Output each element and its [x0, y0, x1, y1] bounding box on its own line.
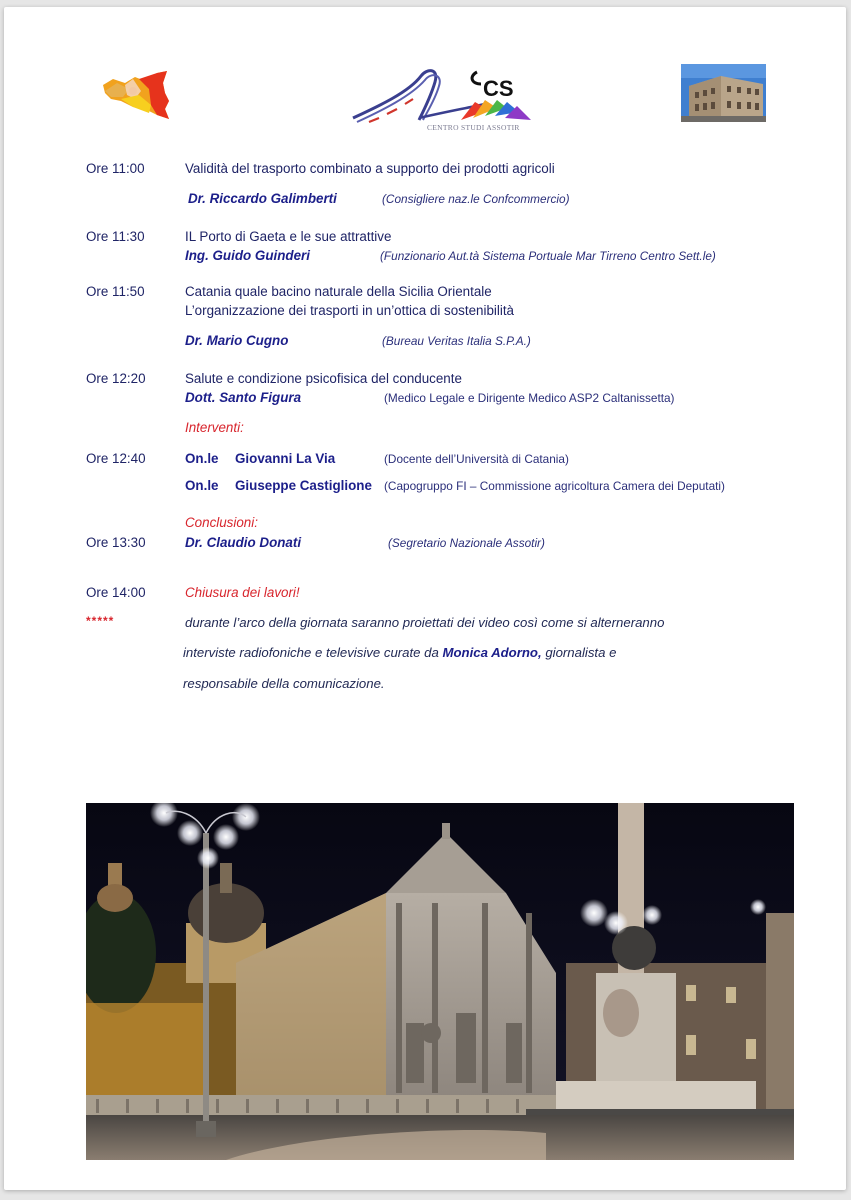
speaker-cugno: Dr. Mario Cugno	[185, 333, 289, 348]
logo-caption: CENTRO STUDI ASSOTIR	[427, 123, 520, 132]
catania-cathedral-night-photo	[86, 803, 794, 1160]
document-page	[4, 7, 846, 1190]
time-1100: Ore 11:00	[86, 161, 145, 176]
note-line-2-a: interviste radiofoniche e televisive curate da	[183, 645, 443, 660]
time-1400: Ore 14:00	[86, 585, 146, 600]
building-photo	[681, 64, 766, 122]
topic-1100: Validità del trasporto combinato a supporto dei prodotti agricoli	[185, 161, 555, 176]
topic-1130: IL Porto di Gaeta e le sue attrattive	[185, 229, 392, 244]
speaker-lavia: Giovanni La Via	[235, 451, 336, 466]
note-line-3: responsabile della comunicazione.	[183, 676, 385, 691]
role-castiglione: (Capogruppo FI – Commissione agricoltura Camera dei Deputati)	[384, 479, 725, 493]
conclusioni-label: Conclusioni:	[185, 515, 258, 530]
speaker-guinderi: Ing. Guido Guinderi	[185, 248, 310, 263]
speaker-galimberti: Dr. Riccardo Galimberti	[188, 191, 337, 206]
cs-mark: CS	[483, 76, 514, 101]
topic-1220: Salute e condizione psicofisica del conducente	[185, 371, 462, 386]
note-line-1: durante l’arco della giornata saranno proiettati dei video così come si alterneranno	[185, 615, 665, 630]
speaker-donati: Dr. Claudio Donati	[185, 535, 302, 550]
sicily-region-logo	[99, 69, 171, 121]
title-lavia: On.le	[185, 451, 219, 466]
note-line-2	[183, 645, 616, 660]
centro-studi-assotir-logo	[349, 62, 534, 134]
chiusura-label: Chiusura dei lavori!	[185, 585, 300, 600]
time-1220: Ore 12:20	[86, 371, 146, 386]
note-line-2-c: giornalista e	[541, 645, 617, 660]
role-guinderi: (Funzionario Aut.tà Sistema Portuale Mar Tirreno Centro Sett.le)	[380, 249, 716, 263]
role-lavia: (Docente dell’Università di Catania)	[384, 452, 569, 466]
role-figura: (Medico Legale e Dirigente Medico ASP2 Caltanissetta)	[384, 391, 675, 405]
interventi-label: Interventi:	[185, 420, 244, 435]
time-1150: Ore 11:50	[86, 284, 145, 299]
role-galimberti: (Consigliere naz.le Confcommercio)	[382, 192, 570, 206]
role-cugno: (Bureau Veritas Italia S.P.A.)	[382, 334, 531, 348]
journalist-name: Monica Adorno,	[442, 645, 542, 660]
time-1240: Ore 12:40	[86, 451, 146, 466]
time-1330: Ore 13:30	[86, 535, 146, 550]
title-castiglione: On.le	[185, 478, 219, 493]
role-donati: (Segretario Nazionale Assotir)	[388, 536, 545, 550]
speaker-figura: Dott. Santo Figura	[185, 390, 302, 405]
time-1130: Ore 11:30	[86, 229, 145, 244]
speaker-castiglione: Giuseppe Castiglione	[235, 478, 372, 493]
stars-separator: *****	[86, 614, 115, 628]
topic-1150: Catania quale bacino naturale della Sicilia Orientale	[185, 284, 492, 299]
topic-1150-line2: L’organizzazione dei trasporti in un’ottica di sostenibilità	[185, 303, 515, 318]
